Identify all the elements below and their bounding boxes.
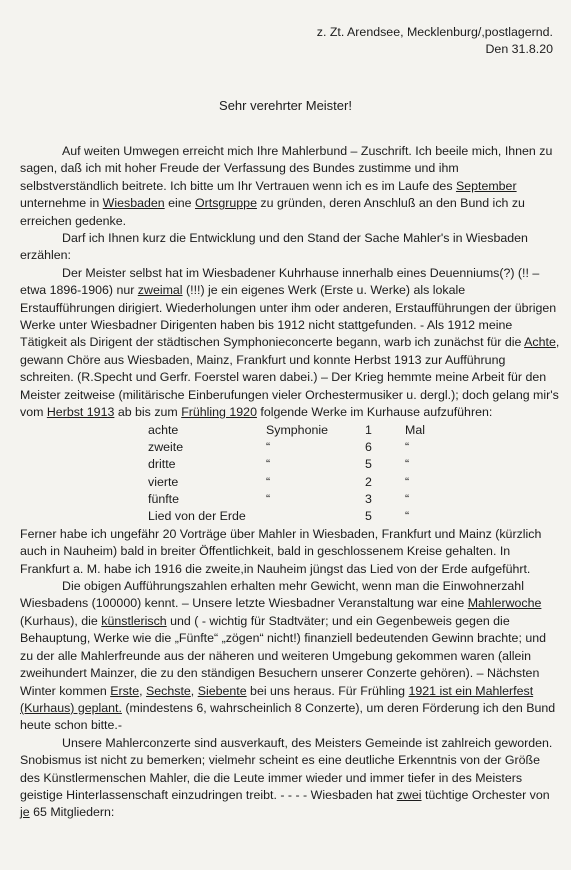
works-list [148, 422, 560, 526]
works-row: zweite “ 6 “ [148, 439, 410, 454]
works-row: achte Symphonie 1 Mal [148, 422, 425, 437]
works-row: dritte “ 5 “ [148, 457, 410, 472]
paragraph-3: Der Meister selbst hat im Wiesbadener Kuhrhause innerhalb eines Deuenniums(?) (!! – etwa 1896-1906) nur zweimal (!!!) je ein eigenes Werk (Erste u. Werke) als lokale Erstaufführungen dirigiert. Wiederholungen unter ihm oder anderen, Erstaufführungen der übrigen Werke unter Wiesbadner Dirigenten haben bis 1912 nicht stattgefunden. - Als 1912 meine Tätigkeit als Dirigent der städtischen Symphonieconcerte begann, warb ich zunächst für die Achte, gewann Chöre aus Wiesbaden, Mainz, Frankfurt und konnte Herbst 1913 zur Aufführung schreiten. (R.Specht und Gerfr. Foerstel waren dabei.) – Der Krieg hemmte meine Arbeit für den Meister zeitweise (militärische Einberufungen vieler Orchestermusiker u. dergl.); doch gelang mir's vom Herbst 1913 ab bis zum Frühling 1920 folgende Werke im Kurhause aufzuführen: [20, 265, 560, 420]
letter-header [317, 24, 553, 58]
works-row: Lied von der Erde 5 “ [148, 509, 410, 524]
letter-date: Den 31.8.20 [485, 42, 553, 56]
works-row: vierte “ 2 “ [148, 474, 410, 489]
works-row: fünfte “ 3 “ [148, 492, 410, 507]
letter-body [20, 143, 560, 822]
paragraph-2: Darf ich Ihnen kurz die Entwicklung und den Stand der Sache Mahler's in Wiesbaden erzählen: [20, 231, 528, 263]
sender-address: z. Zt. Arendsee, Mecklenburg/,postlagernd. [316, 25, 553, 39]
paragraph-4: Ferner habe ich ungefähr 20 Vorträge über Mahler in Wiesbaden, Frankfurt und Mainz (kürzlich auch in Nauheim) bald in breiter Öffentlichkeit, bald in geschlossenem Kreise gehalten. In Frankfurt a. M. habe ich 1916 die zweite,in Nauheim jüngst das Lied von der Erde aufgeführt. [20, 526, 542, 576]
paragraph-6: Unsere Mahlerconzerte sind ausverkauft, des Meisters Gemeinde ist zahlreich geworden. Snobismus ist nicht zu bemerken; vielmehr scheint es eine deutliche Erkenntnis von der Größe des Künstlermenschen Mahler, die die Leute immer wieder und immer tiefer in des Meisters geistige Hinterlassenschaft einzudringen treibt. - - - - Wiesbaden hat zwei tüchtige Orchester von je 65 Mitgliedern: [20, 735, 553, 820]
salutation: Sehr verehrter Meister! [219, 98, 352, 113]
paragraph-5: Die obigen Aufführungszahlen erhalten mehr Gewicht, wenn man die Einwohnerzahl Wiesbadens (100000) kennt. – Unsere letzte Wiesbadner Veranstaltung war eine Mahlerwoche (Kurhaus), die künstlerisch und ( - wichtig für Stadtväter; und ein Gegenbeweis gegen die Behauptung, Werke wie die „Fünfte“ „zögen“ nicht!) finanziell bedeutenden Gewinn brachte; und zu der alle Mahlerfreunde aus der näheren und weiteren Umgebung gekommen waren (allein zweihundert Mainzer, die zu den ständigen Besuchern unserer Conzerte gehören). – Nächsten Winter kommen Erste, Sechste, Siebente bei uns heraus. Für Frühling 1921 ist ein Mahlerfest (Kurhaus) geplant. (mindestens 6, wahrscheinlich 8 Conzerte), um deren Förderung ich den Bund heute schon bitte.- [20, 579, 556, 733]
paragraph-1: Auf weiten Umwegen erreicht mich Ihre Mahlerbund – Zuschrift. Ich beeile mich, Ihnen zu sagen, daß ich mit hoher Freude der Verfassung des Bundes zustimme und ihm selbstverständlich beitrete. Ich bitte um Ihr Vertrauen wenn ich es im Laufe des September unternehme in Wiesbaden eine Ortsgruppe zu gründen, deren Anschluß an den Bund ich zu erreichen gedenke. [20, 144, 553, 228]
